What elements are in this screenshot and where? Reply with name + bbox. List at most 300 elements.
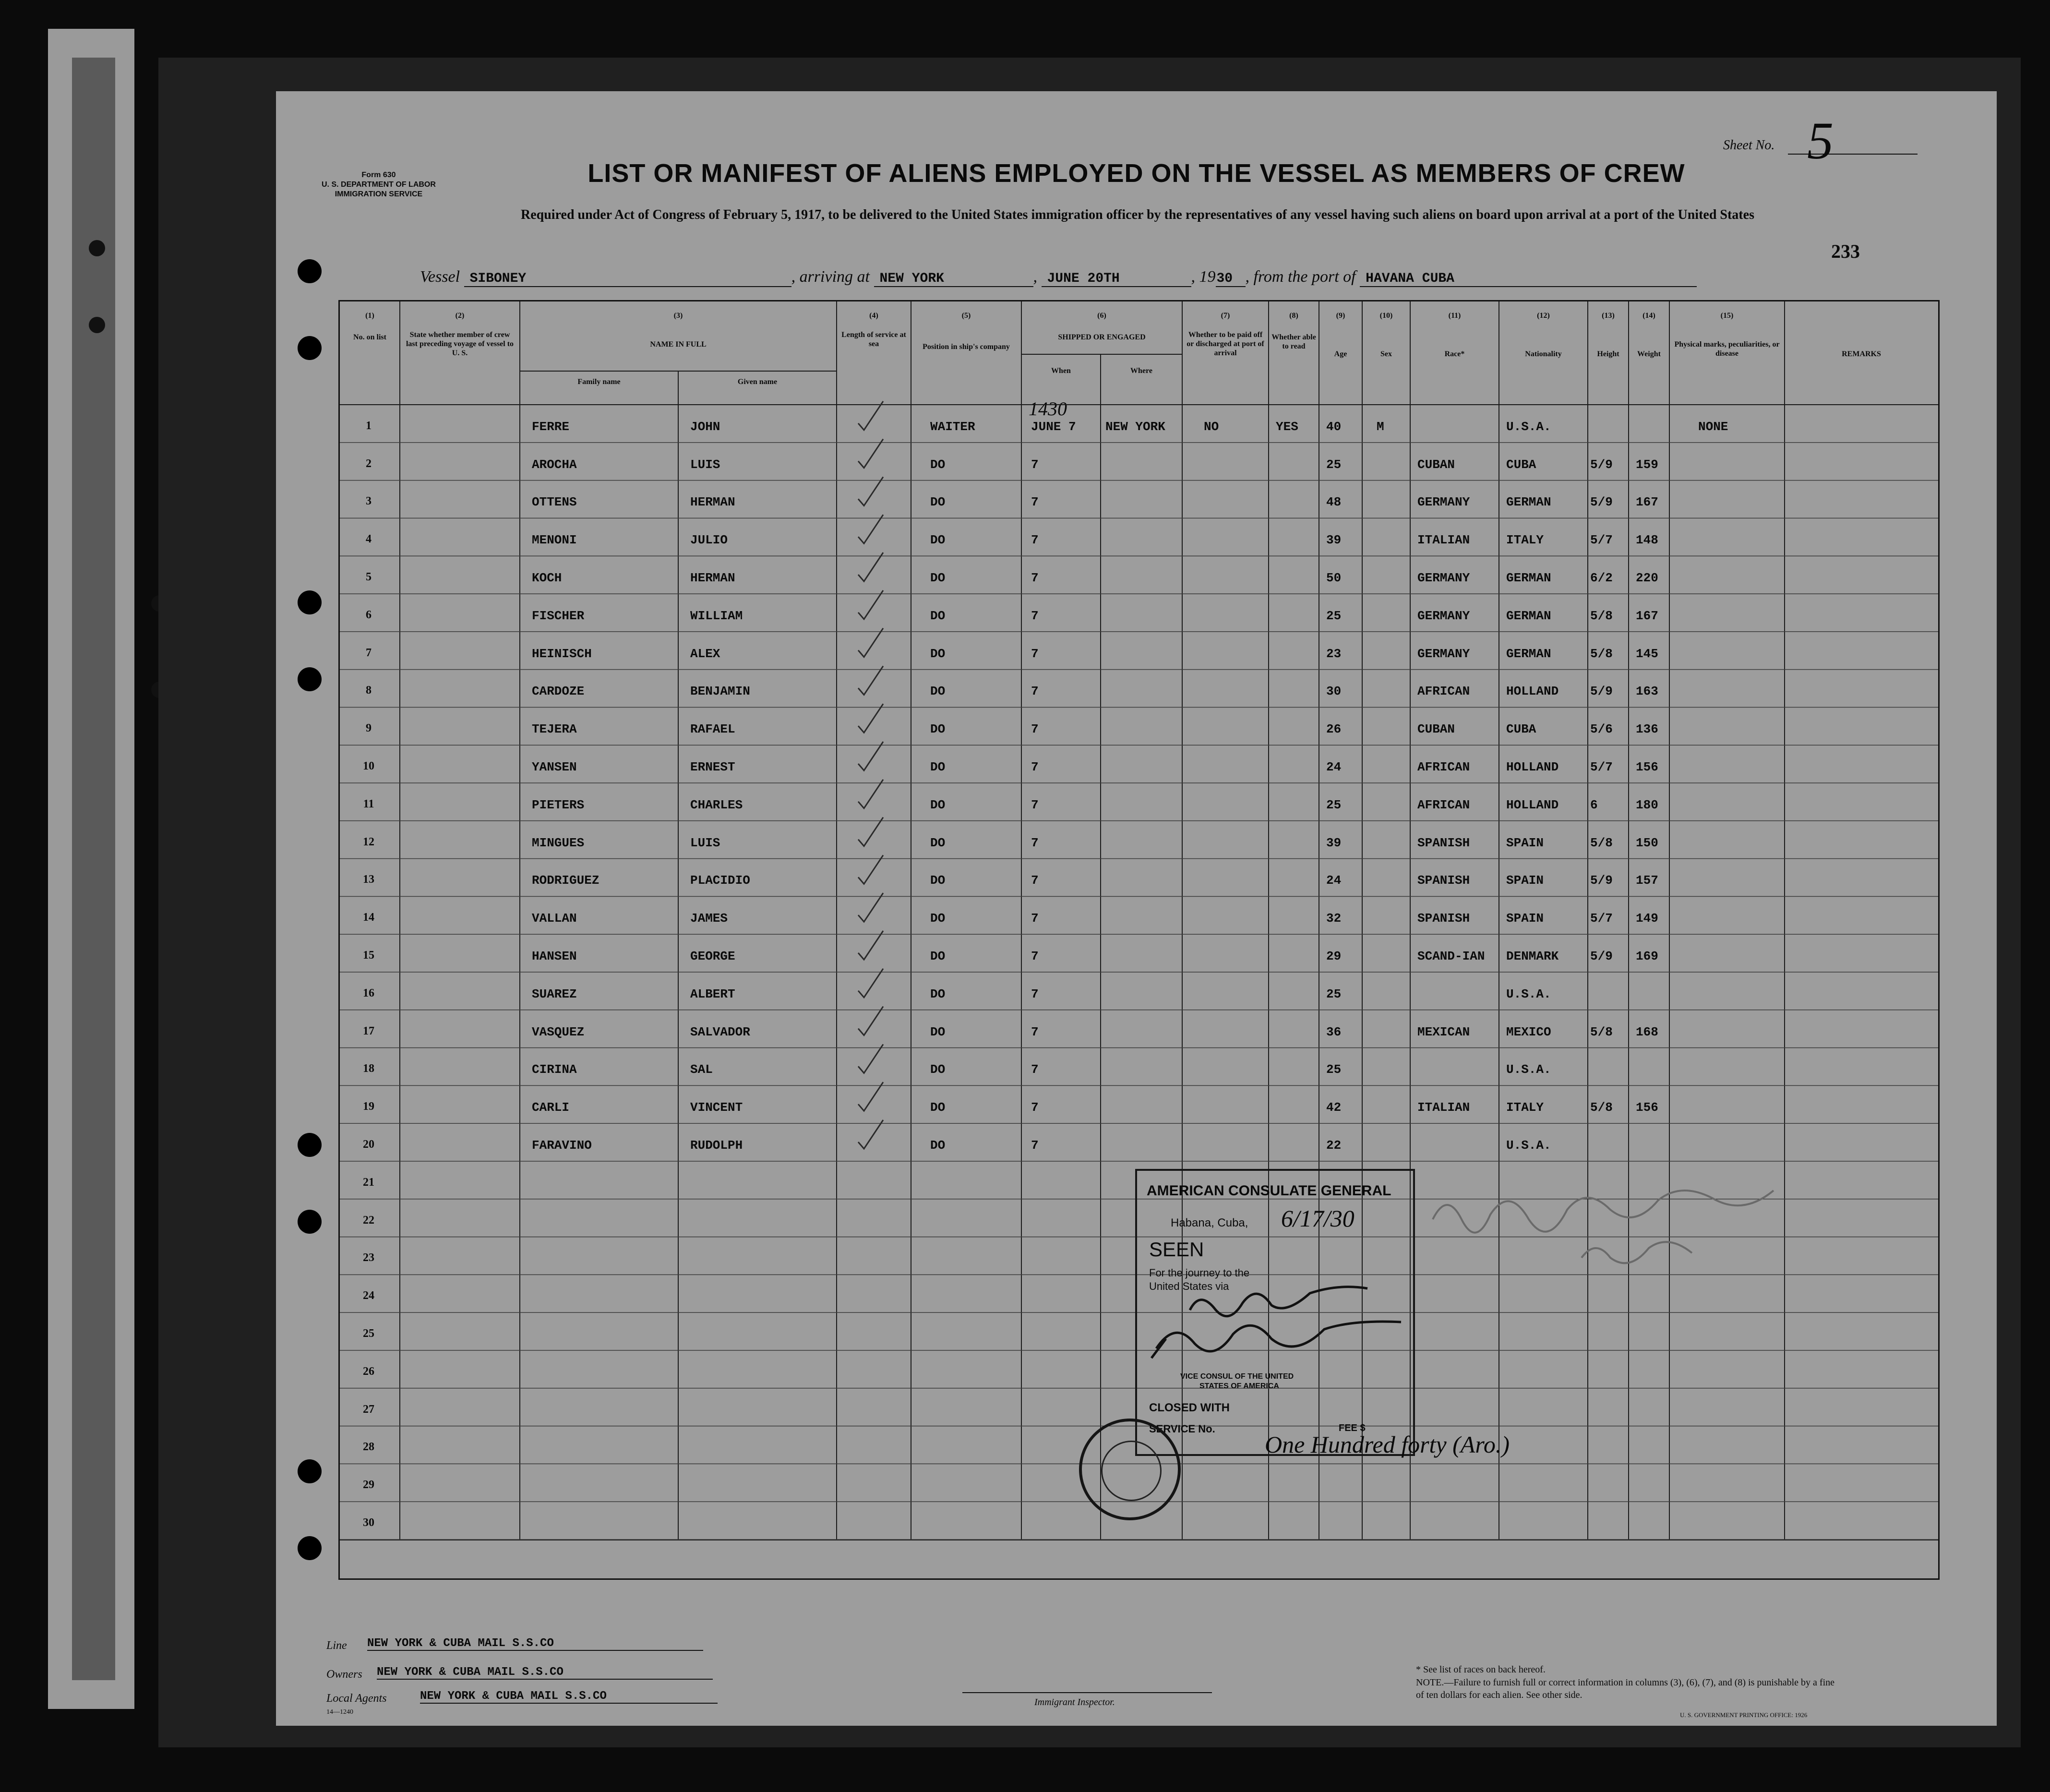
family-name-cell: YANSEN: [532, 760, 577, 774]
given-name-cell: ERNEST: [690, 760, 735, 774]
col-num-8: (8): [1289, 312, 1298, 320]
penalty-note: NOTE.—Failure to furnish full or correct information in columns (3), (6), (7), and (8) is punishable by a fine of ten dollars for each alien. See other side.: [1416, 1677, 1835, 1700]
position-cell: DO: [930, 722, 946, 737]
weight-cell: 220: [1636, 571, 1658, 585]
check-mark: [858, 742, 883, 770]
sex-cell: M: [1377, 419, 1384, 434]
form-code: 14—1240: [326, 1708, 353, 1716]
check-mark: [858, 893, 883, 922]
weight-cell: 149: [1636, 911, 1658, 926]
punch-hole: [89, 317, 105, 333]
department: U. S. DEPARTMENT OF LABOR: [322, 180, 436, 189]
nationality-cell: MEXICO: [1506, 1024, 1551, 1039]
check-mark: [858, 477, 883, 505]
row-number: 17: [363, 1024, 374, 1037]
given-name-cell: JAMES: [690, 911, 728, 926]
weight-cell: 157: [1636, 873, 1658, 888]
given-name-cell: PLACIDIO: [690, 873, 750, 888]
stamp-journey: For the journey to the: [1149, 1267, 1250, 1279]
given-name-cell: SAL: [690, 1062, 713, 1077]
owners-value: NEW YORK & CUBA MAIL S.S.CO: [377, 1666, 713, 1680]
header-age: Age: [1334, 350, 1347, 358]
check-mark: [858, 439, 883, 468]
age-cell: 25: [1326, 1062, 1342, 1077]
shipped-when-cell: 7: [1031, 608, 1039, 623]
nationality-cell: HOLLAND: [1506, 760, 1559, 774]
race-cell: ITALIAN: [1417, 1100, 1470, 1115]
family-name-cell: VALLAN: [532, 911, 577, 926]
nationality-cell: SPAIN: [1506, 911, 1544, 926]
age-cell: 25: [1326, 797, 1342, 812]
stamp-vice-consul: VICE CONSUL OF THE UNITED: [1180, 1372, 1294, 1381]
given-name-cell: GEORGE: [690, 949, 735, 963]
header-weight: Weight: [1637, 350, 1661, 358]
row-number: 14: [363, 911, 374, 924]
weight-cell: 136: [1636, 722, 1658, 737]
arriving-label: , arriving at: [791, 268, 870, 286]
position-cell: DO: [930, 797, 946, 812]
manifest-sheet: [276, 91, 1997, 1726]
header-able-to-read: Whether able to read: [1271, 333, 1316, 351]
race-cell: GERMANY: [1417, 608, 1470, 623]
given-name-cell: WILLIAM: [690, 608, 743, 623]
shipped-when-cell: 7: [1031, 684, 1039, 699]
race-cell: GERMANY: [1417, 646, 1470, 661]
row-number: 7: [366, 646, 372, 659]
shipped-when-cell: 7: [1031, 533, 1039, 548]
row-number: 4: [366, 533, 372, 546]
height-cell: 5/9: [1590, 873, 1613, 888]
given-name-cell: VINCENT: [690, 1100, 743, 1115]
col-num-5: (5): [961, 312, 971, 320]
agents-label: Local Agents: [326, 1692, 387, 1705]
handwritten-note: 1430: [1029, 398, 1067, 420]
given-name-cell: RUDOLPH: [690, 1138, 743, 1153]
col-num-6: (6): [1097, 312, 1106, 320]
nationality-cell: GERMAN: [1506, 608, 1551, 623]
shipped-where-cell: NEW YORK: [1105, 419, 1165, 434]
height-cell: 5/8: [1590, 1100, 1613, 1115]
nationality-cell: U.S.A.: [1506, 986, 1551, 1001]
position-cell: DO: [930, 684, 946, 699]
vessel-line: Vessel SIBONEY , arriving at NEW YORK , JUNE 20TH , 1930 , from the port of HAVANA CUBA: [420, 268, 1697, 287]
shipped-when-cell: JUNE 7: [1031, 419, 1076, 434]
nationality-cell: U.S.A.: [1506, 419, 1551, 434]
header-nationality: Nationality: [1525, 350, 1562, 358]
line-label: Line: [326, 1639, 347, 1652]
height-cell: 5/8: [1590, 608, 1613, 623]
age-cell: 29: [1326, 949, 1342, 963]
shipped-when-cell: 7: [1031, 873, 1039, 888]
row-number: 21: [363, 1176, 374, 1189]
shipped-when-cell: 7: [1031, 949, 1039, 963]
col-num-1: (1): [365, 312, 374, 320]
position-cell: DO: [930, 1062, 946, 1077]
inspector-label: Immigrant Inspector.: [1034, 1697, 1115, 1708]
weight-cell: 180: [1636, 797, 1658, 812]
able-to-read-cell: YES: [1276, 419, 1298, 434]
nationality-cell: GERMAN: [1506, 646, 1551, 661]
row-number: 27: [363, 1403, 374, 1416]
form-number: Form 630: [361, 171, 396, 179]
age-cell: 25: [1326, 986, 1342, 1001]
race-cell: CUBAN: [1417, 722, 1455, 737]
shipped-when-cell: 7: [1031, 835, 1039, 850]
nationality-cell: HOLLAND: [1506, 797, 1559, 812]
header-physical-marks: Physical marks, peculiarities, or disease: [1674, 340, 1780, 358]
sheet-number: 5: [1807, 111, 1834, 170]
header-race: Race*: [1444, 350, 1465, 358]
race-cell: CUBAN: [1417, 457, 1455, 472]
weight-cell: 148: [1636, 533, 1658, 548]
family-name-cell: FERRE: [532, 419, 570, 434]
check-mark: [858, 780, 883, 808]
family-name-cell: MINGUES: [532, 835, 585, 850]
height-cell: 5/8: [1590, 646, 1613, 661]
age-cell: 23: [1326, 646, 1342, 661]
given-name-cell: ALBERT: [690, 986, 735, 1001]
header-where: Where: [1130, 367, 1152, 375]
height-cell: 5/7: [1590, 760, 1613, 774]
stamp-location: Habana, Cuba,: [1171, 1216, 1248, 1229]
row-number: 8: [366, 684, 372, 697]
header-name-in-full: NAME IN FULL: [650, 340, 707, 349]
position-cell: DO: [930, 986, 946, 1001]
check-mark: [858, 666, 883, 695]
header-shipped-engaged: SHIPPED OR ENGAGED: [1058, 333, 1146, 341]
position-cell: DO: [930, 457, 946, 472]
consulate-stamp: [1135, 1169, 1415, 1456]
row-number: 12: [363, 835, 374, 848]
check-mark: [858, 515, 883, 543]
weight-cell: 150: [1636, 835, 1658, 850]
race-cell: ITALIAN: [1417, 533, 1470, 548]
check-mark: [858, 628, 883, 657]
header-length-of-service: Length of service at sea: [841, 331, 906, 349]
row-number: 26: [363, 1365, 374, 1378]
race-cell: SPANISH: [1417, 835, 1470, 850]
check-mark: [858, 401, 883, 430]
header-paid-off: Whether to be paid off or discharged at port of arrival: [1187, 331, 1264, 358]
row-number: 28: [363, 1441, 374, 1454]
check-mark: [858, 1120, 883, 1149]
inspector-line: [962, 1692, 1212, 1693]
owners-label: Owners: [326, 1668, 362, 1681]
header-sex: Sex: [1380, 350, 1392, 358]
col-num-9: (9): [1336, 312, 1345, 320]
position-cell: DO: [930, 1100, 946, 1115]
nationality-cell: HOLLAND: [1506, 684, 1559, 699]
arrival-date: JUNE 20TH: [1042, 271, 1191, 287]
shipped-when-cell: 7: [1031, 797, 1039, 812]
height-cell: 6/2: [1590, 571, 1613, 585]
stamp-service-no: SERVICE No.: [1149, 1423, 1215, 1435]
position-cell: DO: [930, 949, 946, 963]
row-number: 9: [366, 722, 372, 735]
weight-cell: 159: [1636, 457, 1658, 472]
age-cell: 25: [1326, 457, 1342, 472]
position-cell: DO: [930, 495, 946, 510]
nationality-cell: GERMAN: [1506, 495, 1551, 510]
age-cell: 25: [1326, 608, 1342, 623]
page-number: 233: [1831, 241, 1860, 262]
age-cell: 42: [1326, 1100, 1342, 1115]
nationality-cell: SPAIN: [1506, 835, 1544, 850]
races-note: * See list of races on back hereof.: [1416, 1664, 1546, 1675]
stamp-usa: STATES OF AMERICA: [1199, 1382, 1279, 1390]
col-num-15: (15): [1720, 312, 1734, 320]
header-no-on-list: No. on list: [353, 333, 386, 341]
given-name-cell: RAFAEL: [690, 722, 735, 737]
weight-cell: 156: [1636, 1100, 1658, 1115]
family-name-cell: AROCHA: [532, 457, 577, 472]
family-name-cell: FARAVINO: [532, 1138, 592, 1153]
punch-hole: [298, 1133, 322, 1157]
row-number: 16: [363, 986, 374, 999]
stamp-closed-with: CLOSED WITH: [1149, 1401, 1230, 1414]
age-cell: 36: [1326, 1024, 1342, 1039]
height-cell: 5/7: [1590, 533, 1613, 548]
shipped-when-cell: 7: [1031, 1062, 1039, 1077]
family-name-cell: MENONI: [532, 533, 577, 548]
inspector-signature: [1423, 1181, 1788, 1277]
punch-hole: [298, 259, 322, 283]
sheet-label: Sheet No.: [1723, 138, 1775, 153]
nationality-cell: ITALY: [1506, 533, 1544, 548]
year-suffix: 30: [1216, 271, 1246, 287]
row-number: 23: [363, 1251, 374, 1264]
nationality-cell: DENMARK: [1506, 949, 1559, 963]
agents-value: NEW YORK & CUBA MAIL S.S.CO: [420, 1690, 718, 1704]
family-name-cell: CARLI: [532, 1100, 570, 1115]
row-number: 25: [363, 1327, 374, 1340]
race-cell: AFRICAN: [1417, 797, 1470, 812]
row-number: 1: [366, 419, 372, 432]
height-cell: 5/9: [1590, 495, 1613, 510]
shipped-when-cell: 7: [1031, 1100, 1039, 1115]
check-mark: [858, 818, 883, 846]
age-cell: 24: [1326, 760, 1342, 774]
header-height: Height: [1597, 350, 1619, 358]
given-name-cell: SALVADOR: [690, 1024, 750, 1039]
punch-hole: [89, 240, 105, 256]
col-num-7: (7): [1221, 312, 1230, 320]
col-num-12: (12): [1537, 312, 1550, 320]
row-number: 24: [363, 1289, 374, 1302]
age-cell: 32: [1326, 911, 1342, 926]
punch-hole: [298, 336, 322, 360]
stamp-via: United States via: [1149, 1280, 1229, 1292]
position-cell: DO: [930, 608, 946, 623]
punch-hole: [298, 667, 322, 691]
col-num-14: (14): [1642, 312, 1655, 320]
fee-handwriting: One Hundred forty (Aro.): [1265, 1431, 1510, 1458]
shipped-when-cell: 7: [1031, 986, 1039, 1001]
shipped-when-cell: 7: [1031, 457, 1039, 472]
family-name-cell: VASQUEZ: [532, 1024, 585, 1039]
stamp-consulate: AMERICAN CONSULATE GENERAL: [1147, 1183, 1391, 1199]
race-cell: AFRICAN: [1417, 760, 1470, 774]
departure-port: HAVANA CUBA: [1360, 271, 1697, 287]
age-cell: 30: [1326, 684, 1342, 699]
row-number: 30: [363, 1516, 374, 1529]
shipped-when-cell: 7: [1031, 646, 1039, 661]
given-name-cell: JOHN: [690, 419, 720, 434]
position-cell: DO: [930, 873, 946, 888]
nationality-cell: GERMAN: [1506, 571, 1551, 585]
given-name-cell: LUIS: [690, 835, 720, 850]
row-number: 2: [366, 457, 372, 470]
page-title: LIST OR MANIFEST OF ALIENS EMPLOYED ON THE VESSEL AS MEMBERS OF CREW: [587, 159, 1685, 188]
stamp-fee: FEE $: [1339, 1423, 1366, 1433]
stamp-seen: SEEN: [1149, 1238, 1204, 1261]
row-number: 11: [363, 797, 374, 810]
header-position: Position in ship's company: [923, 343, 1010, 351]
row-number: 22: [363, 1214, 374, 1227]
age-cell: 24: [1326, 873, 1342, 888]
year-prefix: 19: [1199, 268, 1216, 286]
given-name-cell: BENJAMIN: [690, 684, 750, 699]
header-previous-voyage: State whether member of crew last preceding voyage of vessel to U. S.: [406, 331, 514, 358]
given-name-cell: HERMAN: [690, 571, 735, 585]
family-name-cell: HANSEN: [532, 949, 577, 963]
family-name-cell: RODRIGUEZ: [532, 873, 599, 888]
shipped-when-cell: 7: [1031, 1138, 1039, 1153]
weight-cell: 167: [1636, 495, 1658, 510]
row-number: 18: [363, 1062, 374, 1075]
weight-cell: 145: [1636, 646, 1658, 661]
race-cell: AFRICAN: [1417, 684, 1470, 699]
height-cell: 5/9: [1590, 949, 1613, 963]
family-name-cell: PIETERS: [532, 797, 585, 812]
row-number: 15: [363, 949, 374, 962]
check-mark: [858, 969, 883, 998]
row-number: 5: [366, 571, 372, 583]
race-cell: SPANISH: [1417, 873, 1470, 888]
row-number: 20: [363, 1138, 374, 1151]
punch-hole: [298, 1459, 322, 1483]
age-cell: 39: [1326, 533, 1342, 548]
weight-cell: 163: [1636, 684, 1658, 699]
age-cell: 40: [1326, 419, 1342, 434]
check-mark: [858, 1007, 883, 1035]
position-cell: DO: [930, 533, 946, 548]
race-cell: GERMANY: [1417, 571, 1470, 585]
family-name-cell: FISCHER: [532, 608, 585, 623]
weight-cell: 167: [1636, 608, 1658, 623]
given-name-cell: ALEX: [690, 646, 720, 661]
col-num-10: (10): [1379, 312, 1393, 320]
punch-hole: [298, 590, 322, 614]
age-cell: 26: [1326, 722, 1342, 737]
family-name-cell: HEINISCH: [532, 646, 592, 661]
age-cell: 22: [1326, 1138, 1342, 1153]
shipped-when-cell: 7: [1031, 722, 1039, 737]
nationality-cell: SPAIN: [1506, 873, 1544, 888]
height-cell: 5/8: [1590, 1024, 1613, 1039]
age-cell: 48: [1326, 495, 1342, 510]
header-given-name: Given name: [737, 378, 778, 386]
service: IMMIGRATION SERVICE: [335, 190, 423, 198]
age-cell: 39: [1326, 835, 1342, 850]
punch-hole: [298, 1210, 322, 1234]
check-mark: [858, 1044, 883, 1073]
from-label: , from the port of: [1245, 268, 1356, 286]
shipped-when-cell: 7: [1031, 495, 1039, 510]
check-mark: [858, 931, 883, 960]
arrival-port: NEW YORK: [874, 271, 1033, 287]
position-cell: DO: [930, 760, 946, 774]
shipped-when-cell: 7: [1031, 911, 1039, 926]
family-name-cell: CIRINA: [532, 1062, 577, 1077]
consulate-seal: [1079, 1419, 1181, 1520]
nationality-cell: U.S.A.: [1506, 1138, 1551, 1153]
vessel-name: SIBONEY: [464, 271, 791, 287]
position-cell: DO: [930, 835, 946, 850]
header-family-name: Family name: [577, 378, 621, 386]
row-number: 10: [363, 760, 374, 772]
check-mark: [858, 590, 883, 619]
col-num-2: (2): [455, 312, 465, 320]
race-cell: GERMANY: [1417, 495, 1470, 510]
shipped-when-cell: 7: [1031, 571, 1039, 585]
height-cell: 6: [1590, 797, 1598, 812]
family-name-cell: KOCH: [532, 571, 562, 585]
paid-off-cell: NO: [1204, 419, 1219, 434]
binding-strip-shadow: [72, 58, 115, 1680]
printer-note: U. S. GOVERNMENT PRINTING OFFICE: 1926: [1680, 1711, 1808, 1719]
header-remarks: REMARKS: [1842, 350, 1881, 358]
weight-cell: 168: [1636, 1024, 1658, 1039]
line-value: NEW YORK & CUBA MAIL S.S.CO: [367, 1637, 703, 1651]
position-cell: DO: [930, 1024, 946, 1039]
shipped-when-cell: 7: [1031, 760, 1039, 774]
given-name-cell: CHARLES: [690, 797, 743, 812]
check-mark: [858, 1082, 883, 1111]
nationality-cell: CUBA: [1506, 457, 1536, 472]
shipped-when-cell: 7: [1031, 1024, 1039, 1039]
header-when: When: [1051, 367, 1071, 375]
given-name-cell: HERMAN: [690, 495, 735, 510]
col-num-11: (11): [1448, 312, 1461, 320]
punch-hole: [298, 1536, 322, 1560]
vessel-label: Vessel: [420, 268, 460, 286]
position-cell: DO: [930, 911, 946, 926]
page-subtitle: Required under Act of Congress of February 5, 1917, to be delivered to the United States immigration officer by the representatives of any vessel having such aliens on board upon arrival at a port of the United States: [521, 207, 1754, 222]
row-number: 19: [363, 1100, 374, 1113]
height-cell: 5/7: [1590, 911, 1613, 926]
row-number: 13: [363, 873, 374, 886]
given-name-cell: JULIO: [690, 533, 728, 548]
col-num-4: (4): [869, 312, 878, 320]
row-number: 6: [366, 608, 372, 621]
row-number: 3: [366, 495, 372, 508]
position-cell: DO: [930, 646, 946, 661]
age-cell: 50: [1326, 571, 1342, 585]
height-cell: 5/9: [1590, 684, 1613, 699]
given-name-cell: LUIS: [690, 457, 720, 472]
check-mark: [858, 855, 883, 884]
weight-cell: 169: [1636, 949, 1658, 963]
col-num-3: (3): [673, 312, 683, 320]
col-num-13: (13): [1602, 312, 1615, 320]
height-cell: 5/6: [1590, 722, 1613, 737]
physical-marks-cell: NONE: [1698, 419, 1728, 434]
family-name-cell: OTTENS: [532, 495, 577, 510]
check-mark: [858, 704, 883, 733]
race-cell: SPANISH: [1417, 911, 1470, 926]
family-name-cell: CARDOZE: [532, 684, 585, 699]
